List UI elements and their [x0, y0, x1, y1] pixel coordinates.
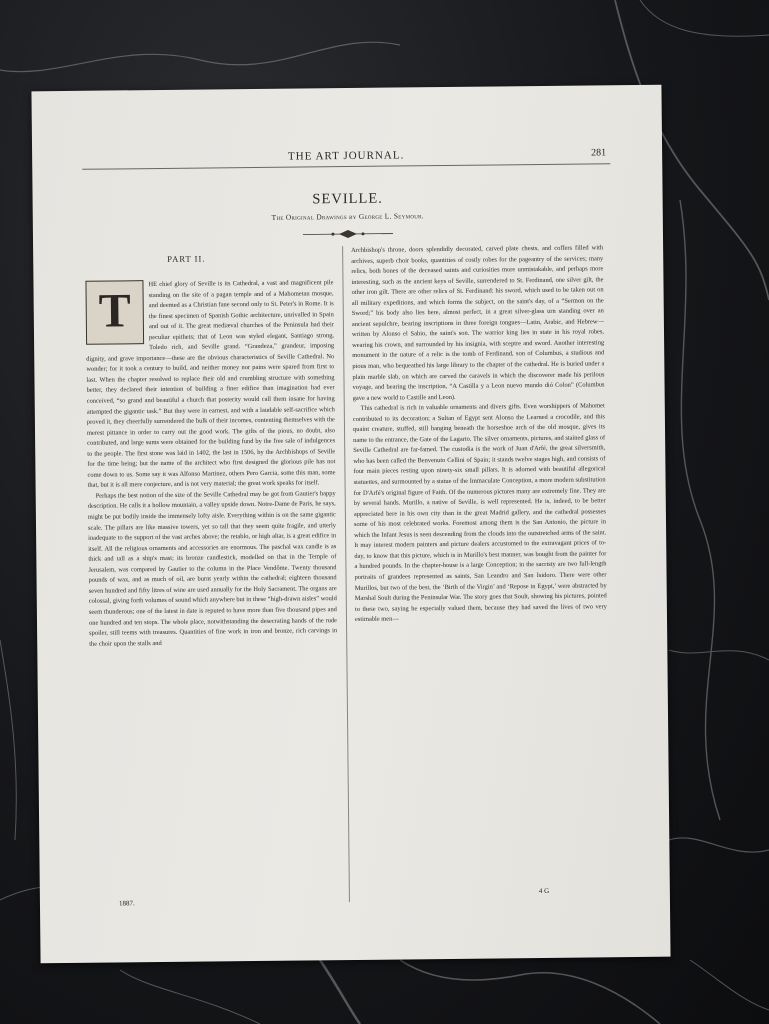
running-head	[82, 147, 610, 170]
folio-year: 1887.	[118, 899, 135, 908]
page-number: 281	[591, 147, 607, 159]
dropcap-letter: T	[98, 284, 132, 338]
article-subtitle: The Original Drawings by George L. Seymour.	[271, 211, 424, 222]
illuminated-dropcap	[85, 280, 144, 345]
signature-mark: 4 G	[538, 886, 550, 896]
paragraph: Perhaps the best notion of the size of the Seville Cathedral may be got from Gautier's happy description. He calls it a hollow mountain, a valley upside down. Notre-Dame de Paris, he says, might be put bodily inside the immensely lofty aisle. Everything within is on the same gigantic scale. The pillars are like massive towers, yet so tall that they seem quite fragile, and utterly inadequate to the support of the vast arches above; the retablo, or high altar, is a great edifice in itself. All the religious ornaments and accessories are enormous. The paschal wax candle is as thick and tall as a ship's mast; its bronze candlestick, modelled on that in the Temple of Jerusalem, was compared by Gautier to the column in the Place Vendôme. Twenty thousand pounds of wax, and as much of oil, are burnt yearly within the cathedral; eighteen thousand seven hundred and fifty litres of wine are used annually for the Holy Sacrament. The organs are colossal, giving forth volumes of sound which anywhere but in these “high-drawn aisles” would seem thunderous; one of the latest in date is reputed to have more than five thousand pipes and one hundred and ten stops. The whole place, notwithstanding the desecrating hands of the rude spoiler, still teems with treasures. Quantities of fine work in iron and bronze, rich carvings in the choir upon the stalls and	[87, 490, 338, 648]
paragraph: This cathedral is rich in valuable ornaments and divers gifts. Even worshippers of Mahomet contributed to its decoration; a Sultan of Egypt sent Alonso the Learned a crocodile, and this quaint creature, stuffed, still hanging beneath the horseshoe arch of the old mosque, gives its name to the entrance, the Gate of the Lagarto. The silver ornaments, pictures, and stained glass of Seville Cathedral are far-famed. The custodia is the work of Juan d'Arfé, the great silversmith, who has been called the Benvenuto Cellini of Spain; it stands twelve stages high, and consists of four main pieces resting upon ninety-six small pillars. It is adorned with beautiful allegorical statuettes, and surmounted by a statue of the Immaculate Conception, a more modern substitution for D'Arfé's original figure of Faith. Of the numerous pictures many are extremely fine. They are by several hands. Murillo, a native of Seville, is well represented. He is, indeed, to be better appreciated here in his own city than in the great Madrid gallery, and the cathedral possesses some of his most celebrated works. Foremost among them is the San Antonio, the picture in which the Infant Jesus is seen descending from the clouds into the outstretched arms of the saint. It may interest modern painters and picture dealers accustomed to the extravagant prices of to-day, to know that this picture, which is in Murillo's best manner, was bought from the painter for a hundred pounds. In the chapter-house is a large Conception; in the sacristy are two full-length portraits of grandees represented as saints, San Leandro and San Isidoro. There were other Murillos, but two of the best, the ‘Birth of the Virgin’ and ‘Repose in Egypt,’ were abstracted by Marshal Soult during the Peninsular War. The story goes that Soult, showing his pictures, pointed to these two, saying he especially valued them, because they had saved the lives of two very estimable men—	[352, 402, 607, 624]
left-column	[85, 278, 337, 650]
ornament-divider	[283, 228, 413, 239]
paragraph: Archbishop's throne, doors splendidly decorated, carved plate chests, and coffers filled with archives, superb choir books, quantities of costly robes for the pageantry of the services; many relics, both bones of the deceased saints and curiosities more unmistakable, and perhaps more interesting, such as the ancient keys of Seville, surrendered to St. Ferdinand, one silver gilt, the other iron gilt. There are other relics of St. Ferdinand: his sword, which used to be taken out on all military expeditions, and which forms the subject, on the saint's day, of a “Sermon on the Sword;” his body also lies here, almost perfect, in a great silver-glass urn standing over an ancient sepulchre, bearing inscriptions in three foreign tongues—Latin, Arabic, and Hebrew—written by Alonso el Sabio, the saint's son. The warrior king lies in state in his royal robes, wearing his crown, and surrounded by his insignia, with sceptre and sword. Another interesting monument in the nature of a relic is the tomb of Ferdinand, son of Columbus, a studious and pious man, who bequeathed his large library to the chapter of the cathedral. He is buried under a plain marble slab, on which are carved the caravels in which the discoverer made his perilous voyage, and bearing the inscription, “A Castilla y a Leon nuevo mundo dió Colon” (Columbus gave a new world to Castille and Leon).	[351, 244, 605, 402]
article-title: SEVILLE.	[312, 190, 383, 208]
journal-page	[31, 85, 670, 964]
paragraph: HE chief glory of Seville is its Cathedral, a vast and magnificent pile standing on the site of a pagan temple and of a Mahometan mosque, and deemed as a Christian fane second only to St. Peter's in Rome. It is the finest specimen of Spanish Gothic architecture, unrivalled in Spain and out of it. The great mediæval churches of the Peninsula had their peculiar epithets; that of Leon was styled elegant, Santiago strong, Toledo rich, and Seville grand. “Grandeza,” grandeur, imposing dignity, and grave importance—these are the obvious characteristics of Seville Cathedral. No wonder; for it took a century to build, and neither money nor pains were spared from first to last. When the chapter resolved to replace their old and crumbling structure with something better, they declared their intention of building a finer edifice than imagination had ever conceived, “so grand and beautiful a church that posterity would call them insane for having attempted the gigantic task.” But they were in earnest, and with a laudable self-sacrifice which proved it, they cheerfully surrendered the bulk of their incomes, contenting themselves with the merest pittance in order to carry out the good work. The gifts of the pious, no doubt, also contributed, and large sums were obtained for the building fund by the free sale of indulgences to the people. The first stone was laid in 1402, the last in 1506, by the Archbishops of Seville for the time being; but the name of the architect who first designed the glorious pile has not come down to us. Some say it was Alfonso Martinez, others Pero Garcia, some this man, some that, but it is all mere conjecture, and is not very material; the great work speaks for itself.	[86, 279, 336, 490]
right-column	[351, 243, 607, 625]
column-rule	[342, 246, 350, 902]
part-heading: PART II.	[167, 253, 206, 264]
journal-title: THE ART JOURNAL.	[287, 149, 405, 163]
